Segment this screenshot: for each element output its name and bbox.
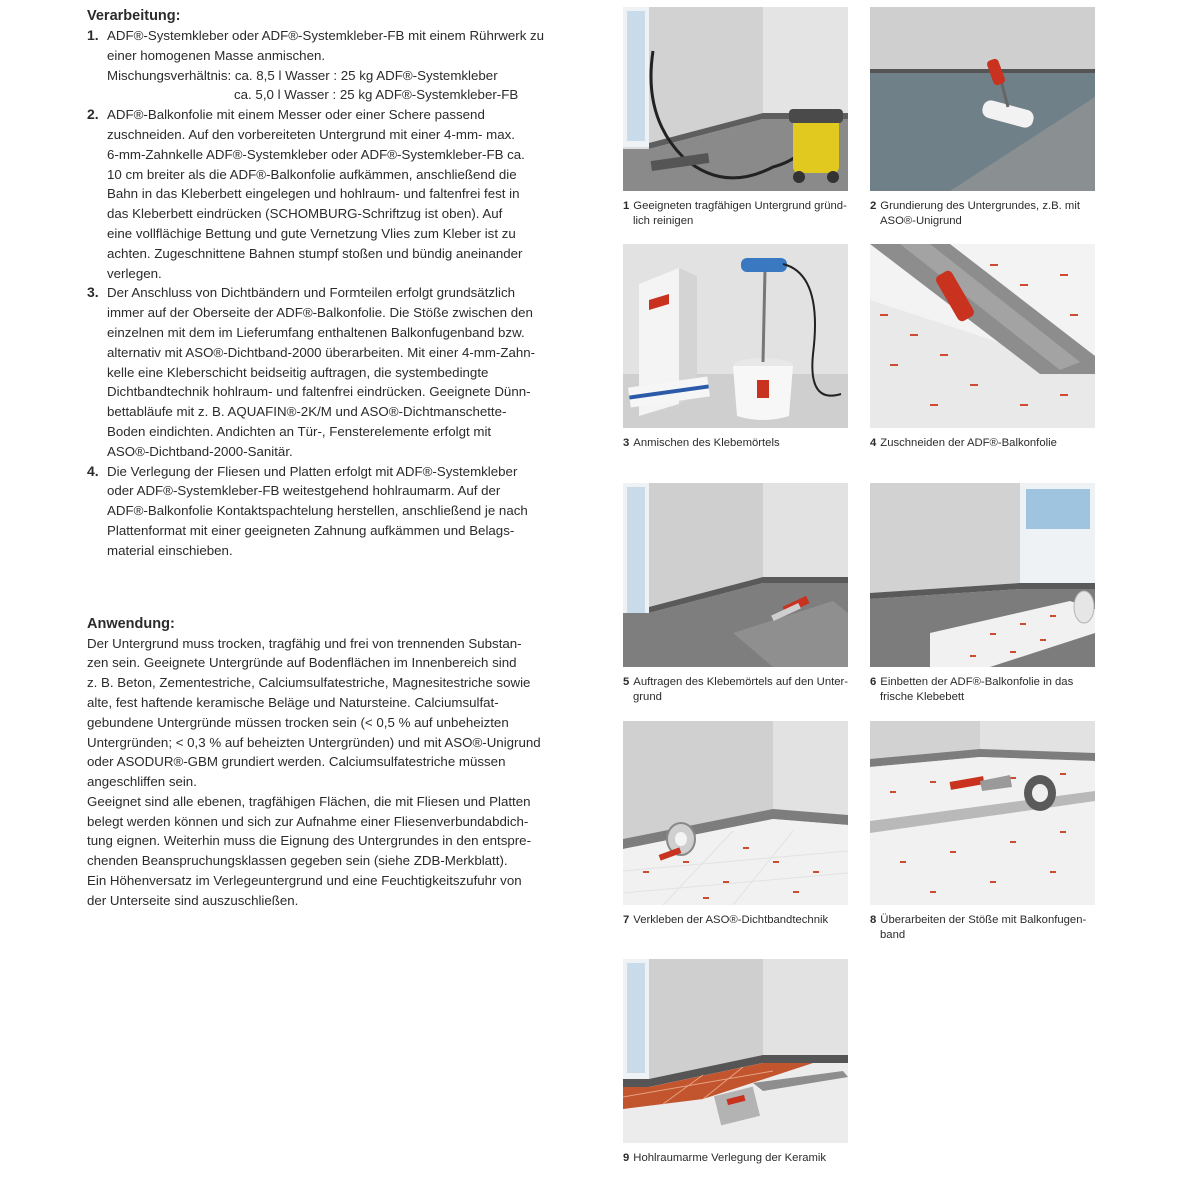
application-line: Geeignet sind alle ebenen, tragfähigen Flächen, die mit Fliesen und Platten (87, 793, 531, 809)
step-line: ADF®-Balkonfolie Kontaktspachtelung herstellen, anschließend je nach (107, 503, 528, 519)
caption-text: Zuschneiden der ADF®-Balkonfolie (880, 437, 1057, 449)
step-line: immer auf der Oberseite der ADF®-Balkonfolie. Die Stöße zwischen den (107, 305, 533, 321)
application-heading: Anwendung: (87, 615, 175, 632)
sealing-tape-illustration (623, 721, 848, 905)
step-line: einer homogenen Masse anmischen. (107, 47, 326, 63)
embedding-membrane-illustration (870, 483, 1095, 667)
photo-step-5 (623, 483, 848, 667)
step-line: Plattenformat mit einer geeigneten Zahnung aufkämmen und Belags- (107, 522, 515, 538)
application-line: tung eignen. Weiterhin muss die Eignung des Untergrundes in den entspre- (87, 833, 531, 849)
caption-step-4 (870, 436, 1102, 451)
applying-adhesive-illustration (623, 483, 848, 667)
processing-heading: Verarbeitung: (87, 8, 181, 24)
step-line: Bahn in das Kleberbett eingelegen und hohlraum- und faltenfrei fest in (107, 186, 520, 202)
caption-step-5 (623, 675, 855, 704)
instructions-column (87, 6, 557, 911)
photo-step-4 (870, 244, 1095, 428)
caption-number: 4 (870, 437, 877, 449)
application-section (87, 614, 557, 911)
caption-step-8 (870, 913, 1102, 942)
application-line: Untergründen; < 0,3 % auf beheizten Untergründen) und mit ASO®-Unigrund (87, 734, 541, 750)
cutting-membrane-illustration (870, 244, 1095, 428)
step-line: eine vollflächige Bettung und gute Vernetzung Vlies zum Kleber ist zu (107, 225, 516, 241)
caption-number: 5 (623, 676, 630, 688)
photo-step-9 (623, 959, 848, 1143)
caption-text: ASO®-Unigrund (880, 214, 962, 227)
step-line: Boden eindichten. Andichten an Tür-, Fensterelemente erfolgt mit (107, 423, 492, 439)
step-line: 6-mm-Zahnkelle ADF®-Systemkleber oder ADF®-Systemkleber-FB ca. (107, 146, 525, 162)
step-number: 4. (87, 462, 99, 479)
caption-text: Einbetten der ADF®-Balkonfolie in das (880, 676, 1074, 688)
step-number: 1. (87, 27, 99, 43)
step-number: 2. (87, 106, 99, 123)
application-line: chenden Beanspruchungsklassen gegeben sein (siehe ZDB-Merkblatt). (87, 853, 508, 869)
joint-tape-illustration (870, 721, 1095, 905)
step-line: material einschieben. (107, 542, 233, 558)
photo-step-8 (870, 721, 1095, 905)
caption-text: Geeigneten tragfähigen Untergrund gründ- (633, 200, 847, 212)
caption-text: Grundierung des Untergrundes, z.B. mit (880, 200, 1080, 212)
application-line: zen sein. Geeignete Untergründe auf Bodenflächen im Innenbereich sind (87, 655, 517, 671)
caption-text: Anmischen des Klebemörtels (633, 437, 780, 449)
caption-text: lich reinigen (633, 214, 694, 227)
photo-step-2 (870, 7, 1095, 191)
caption-step-7 (623, 913, 855, 928)
photo-step-3 (623, 244, 848, 428)
caption-text: Verkleben der ASO®-Dichtbandtechnik (633, 914, 829, 926)
application-line: der Unterseite sind auszuschließen. (87, 892, 299, 908)
processing-step-1 (87, 26, 557, 105)
step-line: zuschneiden. Auf den vorbereiteten Untergrund mit einer 4-mm- max. (107, 126, 515, 142)
caption-number: 7 (623, 914, 630, 926)
processing-step-3 (87, 283, 557, 461)
laying-tiles-illustration (623, 959, 848, 1143)
caption-step-3 (623, 436, 855, 451)
processing-step-2 (87, 105, 557, 283)
step-line: verlegen. (107, 265, 162, 281)
caption-number: 9 (623, 1152, 630, 1164)
application-line: angeschliffen sein. (87, 774, 197, 790)
photo-step-1 (623, 7, 848, 191)
step-line: achten. Zugeschnittene Bahnen stumpf stoßen und bündig aneinander (107, 245, 523, 261)
caption-number: 3 (623, 437, 630, 449)
caption-text: band (880, 928, 906, 941)
step-number: 3. (87, 284, 99, 301)
caption-step-2 (870, 199, 1102, 228)
application-line: gebundene Untergründe müssen trocken sein (< 0,5 % auf unbeheizten (87, 714, 509, 730)
caption-number: 2 (870, 200, 877, 212)
step-line: einzelnen mit dem im Lieferumfang enthaltenen Balkonfugenband bzw. (107, 324, 525, 340)
step-line: ADF®-Balkonfolie mit einem Messer oder einer Schere passend (107, 107, 485, 123)
caption-text: Überarbeiten der Stöße mit Balkonfugen- (880, 914, 1087, 926)
step-line: Der Anschluss von Dichtbändern und Formteilen erfolgt grundsätzlich (107, 285, 515, 301)
step-line: Die Verlegung der Fliesen und Platten erfolgt mit ADF®-Systemkleber (107, 463, 518, 479)
caption-step-9 (623, 1151, 855, 1166)
application-line: z. B. Beton, Zementestriche, Calciumsulfatestriche, Magnesitestriche sowie (87, 675, 531, 691)
caption-number: 8 (870, 914, 877, 926)
step-line: ca. 5,0 l Wasser : 25 kg ADF®-Systemkleber-FB (234, 87, 519, 103)
vacuum-cleaning-illustration (623, 7, 848, 191)
caption-number: 1 (623, 200, 630, 212)
photo-step-7 (623, 721, 848, 905)
step-line: oder ADF®-Systemkleber-FB weitestgehend hohlraumarm. Auf der (107, 483, 501, 499)
caption-text: grund (633, 690, 662, 703)
application-line: alte, fest haftende keramische Beläge und Natursteine. Calciumsulfat- (87, 694, 499, 710)
caption-step-1 (623, 199, 855, 228)
mixing-adhesive-illustration (623, 244, 848, 428)
photo-step-6 (870, 483, 1095, 667)
step-line: ASO®-Dichtband-2000-Sanitär. (107, 443, 293, 459)
step-line: ADF®-Systemkleber oder ADF®-Systemkleber-FB mit einem Rührwerk zu (107, 28, 545, 43)
step-line: 10 cm breiter als die ADF®-Balkonfolie aufkämmen, anschließend die (107, 166, 517, 182)
application-line: oder ASODUR®-GBM grundiert werden. Calciumsulfatestriche müssen (87, 754, 506, 770)
caption-step-6 (870, 675, 1102, 704)
primer-roller-illustration (870, 7, 1095, 191)
step-line: das Kleberbett eindrücken (SCHOMBURG-Schriftzug ist oben). Auf (107, 206, 503, 222)
step-line: Dichtbandtechnik hohlraum- und faltenfrei eindrücken. Geeignete Dünn- (107, 384, 531, 400)
caption-text: frische Klebebett (880, 690, 965, 703)
caption-text: Auftragen des Klebemörtels auf den Unter- (633, 676, 849, 688)
application-line: Der Untergrund muss trocken, tragfähig und frei von trennenden Substan- (87, 635, 522, 651)
step-line: Mischungsverhältnis: ca. 8,5 l Wasser : 25 kg ADF®-Systemkleber (107, 67, 498, 83)
application-line: Ein Höhenversatz im Verlegeuntergrund und eine Feuchtigkeitszufuhr von (87, 873, 522, 889)
step-line: alternativ mit ASO®-Dichtband-2000 überarbeiten. Mit einer 4-mm-Zahn- (107, 344, 536, 360)
processing-step-4 (87, 462, 557, 561)
step-line: bettabläufe mit z. B. AQUAFIN®-2K/M und ASO®-Dichtmanschette- (107, 404, 507, 420)
step-line: kelle eine Kleberschicht beidseitig auftragen, die systembedingte (107, 364, 489, 380)
application-line: belegt werden können und sich zur Aufnahme einer Fliesenverbundabdich- (87, 813, 529, 829)
caption-number: 6 (870, 676, 877, 688)
caption-text: Hohlraumarme Verlegung der Keramik (633, 1152, 827, 1164)
processing-steps (87, 26, 557, 561)
